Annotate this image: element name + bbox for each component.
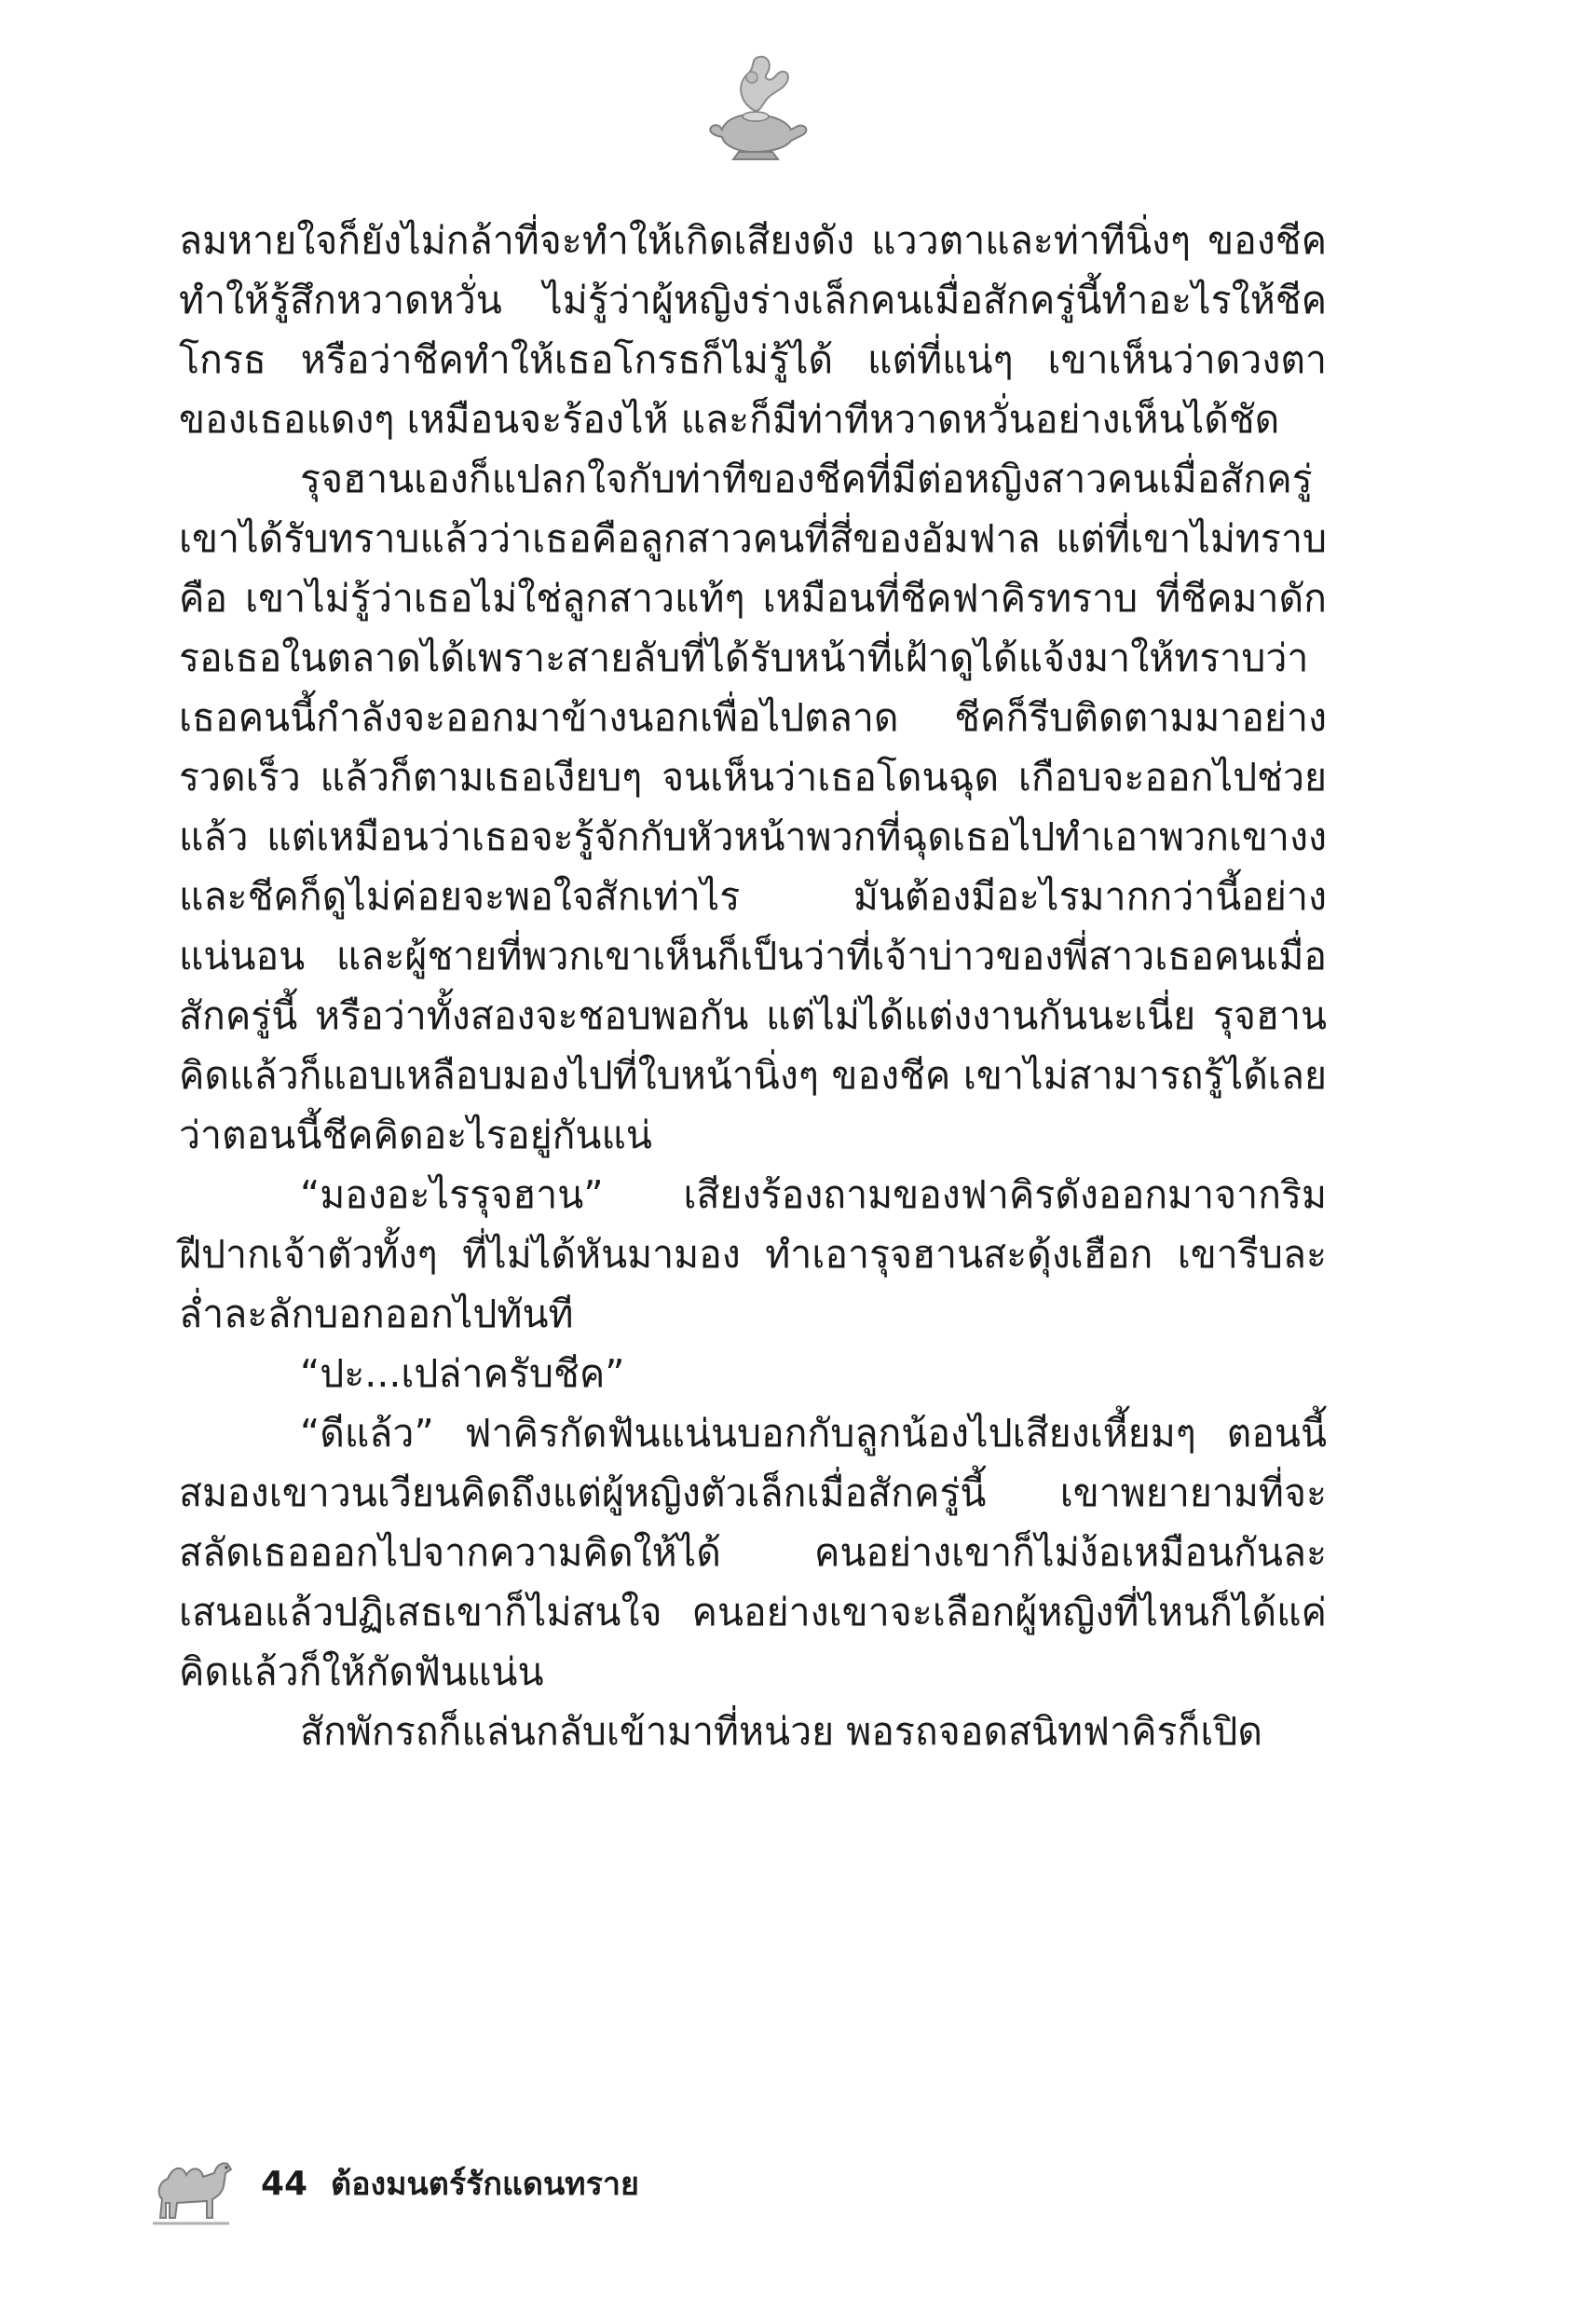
book-title: ต้องมนตร์รักแดนทราย	[331, 2166, 639, 2203]
paragraph: “มองอะไรรุจฮาน” เสียงร้องถามของฟาคิรดังออกมาจากริมฝีปากเจ้าตัวทั้งๆ ที่ไม่ได้หันมามอง ทำเอารุจฮานสะดุ้งเฮือก เขารีบละล่ำละลักบอกออกไปทันที	[179, 1172, 1327, 1336]
paragraph: “ปะ...เปล่าครับชีค”	[300, 1351, 625, 1396]
camel-icon	[140, 2134, 242, 2236]
camel-graphic	[140, 2134, 242, 2236]
page-number: 44	[261, 2165, 308, 2203]
magic-lamp-icon	[694, 51, 815, 172]
magic-lamp-graphic	[694, 51, 815, 172]
paragraph: “ดีแล้ว” ฟาคิรกัดฟันแน่นบอกกับลูกน้องไปเสียงเหี้ยมๆ ตอนนี้สมองเขาวนเวียนคิดถึงแต่ผู้หญิงตัวเล็กเมื่อสักครู่นี้ เขาพยายามที่จะสลัดเธอออกไปจากความคิดให้ได้ คนอย่างเขาก็ไม่ง้อเหมือนกันละเสนอแล้วปฏิเสธเขาก็ไม่สนใจ คนอย่างเขาจะเลือกผู้หญิงที่ไหนก็ได้แค่คิดแล้วก็ให้กัดฟันแน่น	[179, 1411, 1327, 1694]
paragraph: รุจฮานเองก็แปลกใจกับท่าทีของชีคที่มีต่อหญิงสาวคนเมื่อสักครู่ เขาได้รับทราบแล้วว่าเธอคือลูกสาวคนที่สี่ของอัมฟาล แต่ที่เขาไม่ทราบคือ เขาไม่รู้ว่าเธอไม่ใช่ลูกสาวแท้ๆ เหมือนที่ชีคฟาคิรทราบ ที่ชีคมาดักรอเธอในตลาดได้เพราะสายลับที่ได้รับหน้าที่เฝ้าดูได้แจ้งมาให้ทราบว่าเธอคนนี้กำลังจะออกมาข้างนอกเพื่อไปตลาด ชีคก็รีบติดตามมาอย่างรวดเร็ว แล้วก็ตามเธอเงียบๆ จนเห็นว่าเธอโดนฉุด เกือบจะออกไปช่วยแล้ว แต่เหมือนว่าเธอจะรู้จักกับหัวหน้าพวกที่ฉุดเธอไปทำเอาพวกเขางง และชีคก็ดูไม่ค่อยจะพอใจสักเท่าไร มันต้องมีอะไรมากกว่านี้อย่างแน่นอน และผู้ชายที่พวกเขาเห็นก็เป็นว่าที่เจ้าบ่าวของพี่สาวเธอคนเมื่อสักครู่นี้ หรือว่าทั้งสองจะชอบพอกัน แต่ไม่ได้แต่งงานกันนะเนี่ย รุจฮานคิดแล้วก็แอบเหลือบมองไปที่ใบหน้านิ่งๆ ของชีค เขาไม่สามารถรู้ได้เลยว่าตอนนี้ชีคคิดอะไรอยู่กันแน่	[179, 457, 1327, 1157]
body-text	[179, 211, 1327, 1761]
page-footer	[140, 2134, 792, 2236]
paragraph: สักพักรถก็แล่นกลับเข้ามาที่หน่วย พอรถจอดสนิทฟาคิรก็เปิด	[300, 1709, 1263, 1754]
paragraph: ลมหายใจก็ยังไม่กล้าที่จะทำให้เกิดเสียงดัง แววตาและท่าทีนิ่งๆ ของชีคทำให้รู้สึกหวาดหวั่น ไม่รู้ว่าผู้หญิงร่างเล็กคนเมื่อสักครู่นี้ทำอะไรให้ชีคโกรธ หรือว่าชีคทำให้เธอโกรธก็ไม่รู้ได้ แต่ที่แน่ๆ เขาเห็นว่าดวงตาของเธอแดงๆ เหมือนจะร้องไห้ และก็มีท่าทีหวาดหวั่นอย่างเห็นได้ชัด	[179, 218, 1327, 442]
